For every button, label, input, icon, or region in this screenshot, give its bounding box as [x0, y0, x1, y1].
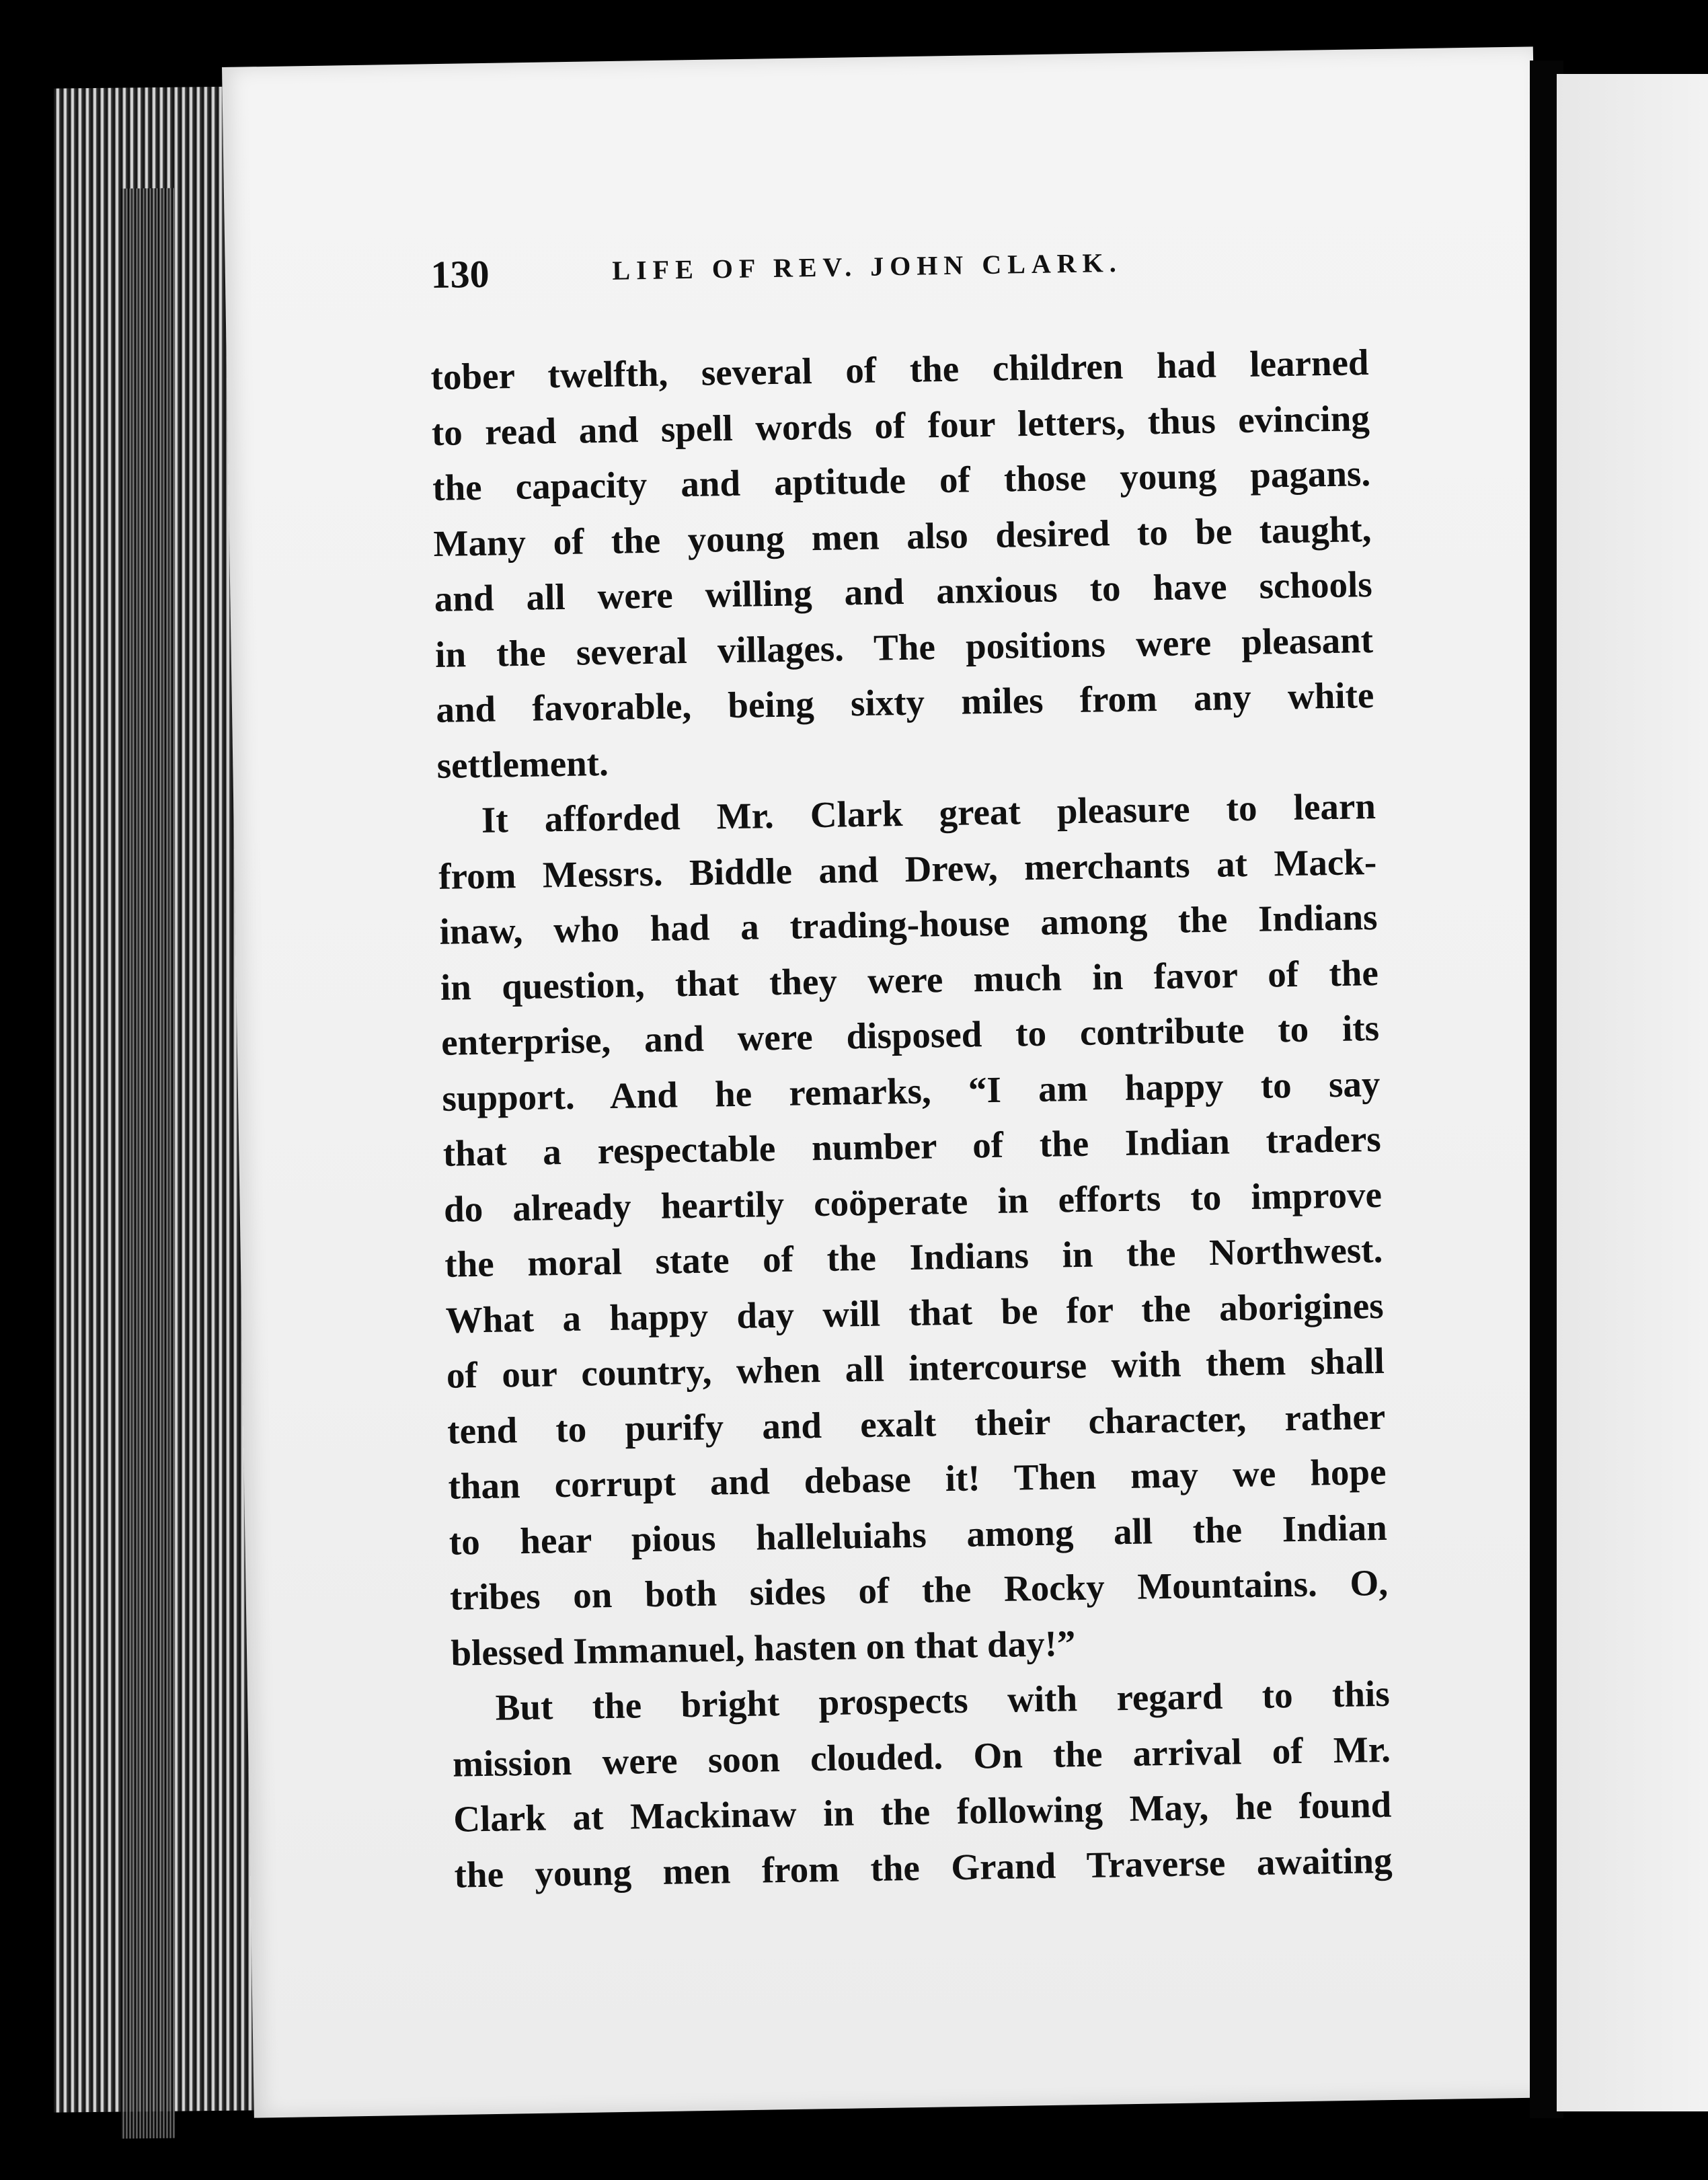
text-line: that a respectable number of the Indian traders	[442, 1118, 1382, 1174]
text-line: in the several villages. The positions were pleasant	[434, 619, 1374, 675]
text-line: the young men from the Grand Traverse awaiting	[454, 1839, 1393, 1896]
text-line: But the bright prospects with regard to this	[495, 1672, 1391, 1728]
body-text	[430, 335, 1393, 1903]
page-number: 130	[430, 251, 490, 297]
running-title: LIFE OF REV. JOHN CLARK.	[612, 247, 1123, 286]
text-line: and favorable, being sixty miles from any white	[435, 674, 1374, 730]
text-line: It afforded Mr. Clark great pleasure to learn	[481, 785, 1376, 841]
page-edges-left	[54, 86, 256, 2112]
text-line: Clark at Mackinaw in the following May, he found	[453, 1783, 1392, 1840]
text-line: What a happy day will that be for the aborigines	[445, 1284, 1384, 1341]
facing-page-edge	[1557, 74, 1708, 2111]
page-edges-inner	[121, 188, 175, 2139]
text-line: inaw, who had a trading-house among the Indians	[439, 896, 1378, 952]
text-line: tribes on both sides of the Rocky Mountains. O,	[449, 1561, 1389, 1618]
text-line: enterprise, and were disposed to contribute to its	[440, 1007, 1380, 1063]
text-line: the capacity and aptitude of those young pagans.	[432, 453, 1371, 508]
text-line: blessed Immanuel, hasten on that day!”	[450, 1622, 1076, 1674]
text-line: tober twelfth, several of the children had learned	[430, 342, 1369, 397]
text-line: from Messrs. Biddle and Drew, merchants at Mack-	[438, 841, 1377, 897]
text-line: and all were willing and anxious to have schools	[434, 563, 1373, 619]
text-line: mission were soon clouded. On the arrival of Mr.	[452, 1728, 1391, 1785]
text-line: the moral state of the Indians in the Northwest.	[444, 1229, 1383, 1285]
text-line: tend to purify and exalt their character, rather	[447, 1395, 1386, 1452]
text-line: to read and spell words of four letters, thus evincing	[431, 397, 1370, 453]
text-line: to hear pious halleluiahs among all the Indian	[449, 1506, 1388, 1563]
text-line: Many of the young men also desired to be taught,	[433, 508, 1372, 564]
text-line: of our country, when all intercourse with them shall	[446, 1339, 1385, 1396]
text-line: in question, that they were much in favor of the	[440, 951, 1379, 1008]
text-line: do already heartily coöperate in efforts to improve	[443, 1173, 1383, 1230]
text-line: than corrupt and debase it! Then may we hope	[448, 1450, 1387, 1507]
text-line: support. And he remarks, “I am happy to say	[442, 1062, 1381, 1119]
text-line: settlement.	[436, 742, 609, 786]
